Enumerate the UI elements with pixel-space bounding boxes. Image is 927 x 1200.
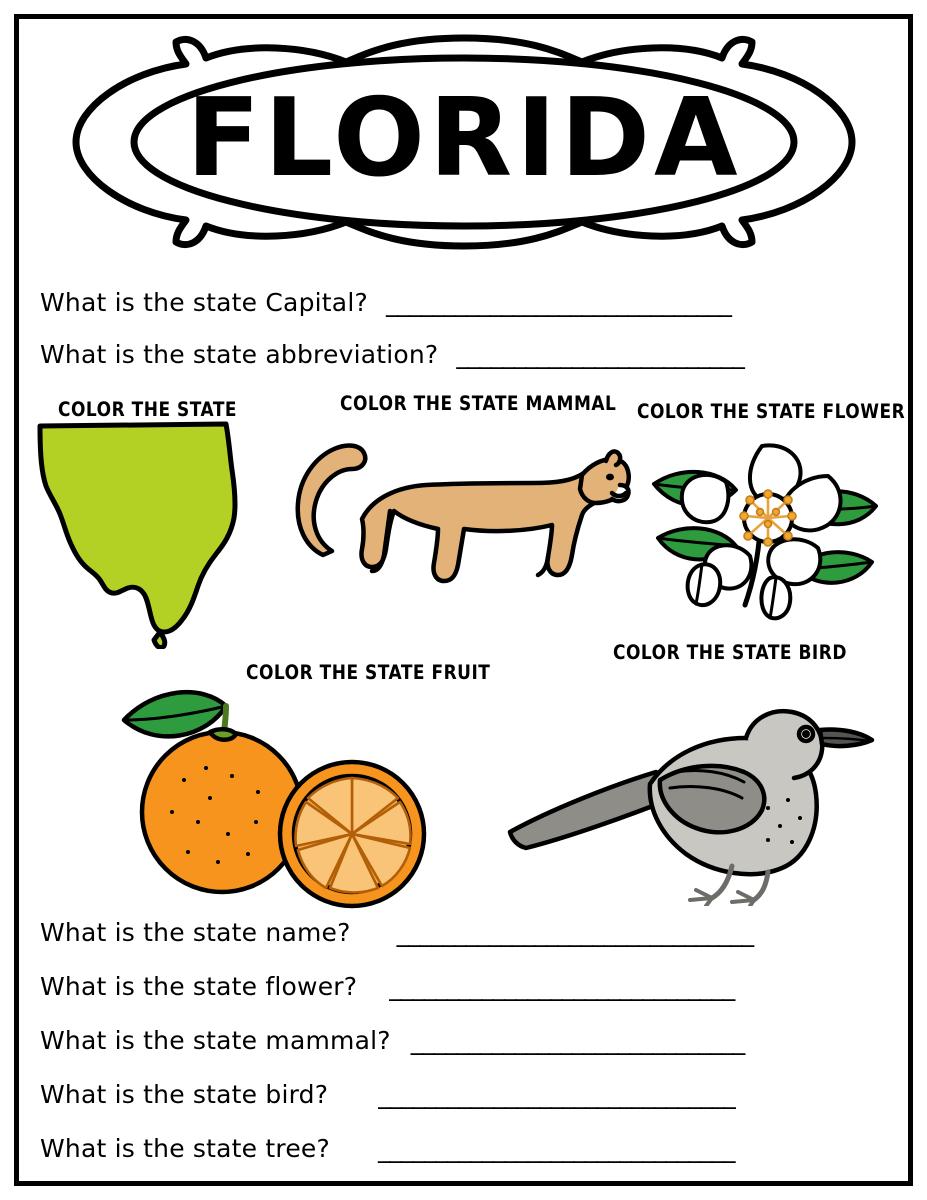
question-label: What is the state abbreviation? bbox=[40, 340, 439, 369]
question-label: What is the state tree? bbox=[40, 1134, 330, 1163]
answer-blank[interactable]: _________________________ bbox=[456, 340, 744, 369]
orange-blossom bbox=[640, 420, 890, 639]
northern-mockingbird-svg bbox=[500, 668, 895, 906]
answer-blank[interactable]: _______________________________ bbox=[378, 1080, 735, 1109]
question-label: What is the state name? bbox=[40, 918, 351, 947]
answer-blank[interactable]: ______________________________ bbox=[385, 288, 731, 317]
caption-color-the-state-fruit: COLOR THE STATE FRUIT bbox=[246, 661, 491, 685]
title-banner bbox=[62, 28, 866, 256]
florida-panther-svg bbox=[276, 415, 636, 605]
answer-blank[interactable]: _______________________________ bbox=[396, 918, 754, 947]
caption-color-the-state-bird: COLOR THE STATE BIRD bbox=[613, 641, 847, 665]
question-label: What is the state Capital? bbox=[40, 288, 368, 317]
florida-panther bbox=[276, 415, 636, 609]
florida-state-shape-svg bbox=[30, 414, 260, 649]
question-label: What is the state bird? bbox=[40, 1080, 329, 1109]
page-title: FLORIDA bbox=[186, 76, 742, 201]
question-state-mammal bbox=[40, 1026, 744, 1055]
question-state-bird bbox=[40, 1080, 735, 1109]
caption-color-the-state: COLOR THE STATE bbox=[58, 398, 238, 422]
question-state-flower bbox=[40, 972, 734, 1001]
orange-fruit-svg bbox=[110, 672, 470, 912]
question-state-tree bbox=[40, 1134, 734, 1163]
northern-mockingbird bbox=[500, 668, 895, 910]
orange-fruit bbox=[110, 672, 470, 916]
question-state-name bbox=[40, 918, 753, 947]
caption-color-the-state-mammal: COLOR THE STATE MAMMAL bbox=[340, 392, 617, 416]
answer-blank[interactable]: _______________________________ bbox=[377, 1134, 735, 1163]
answer-blank[interactable]: ______________________________ bbox=[389, 972, 735, 1001]
caption-color-the-state-flower: COLOR THE STATE FLOWER bbox=[637, 400, 906, 424]
answer-blank[interactable]: _____________________________ bbox=[410, 1026, 745, 1055]
question-state-abbreviation bbox=[40, 340, 744, 369]
question-label: What is the state mammal? bbox=[40, 1026, 391, 1055]
question-state-capital bbox=[40, 288, 731, 317]
orange-blossom-svg bbox=[640, 420, 890, 635]
florida-state-shape bbox=[30, 414, 260, 653]
question-label: What is the state flower? bbox=[40, 972, 358, 1001]
